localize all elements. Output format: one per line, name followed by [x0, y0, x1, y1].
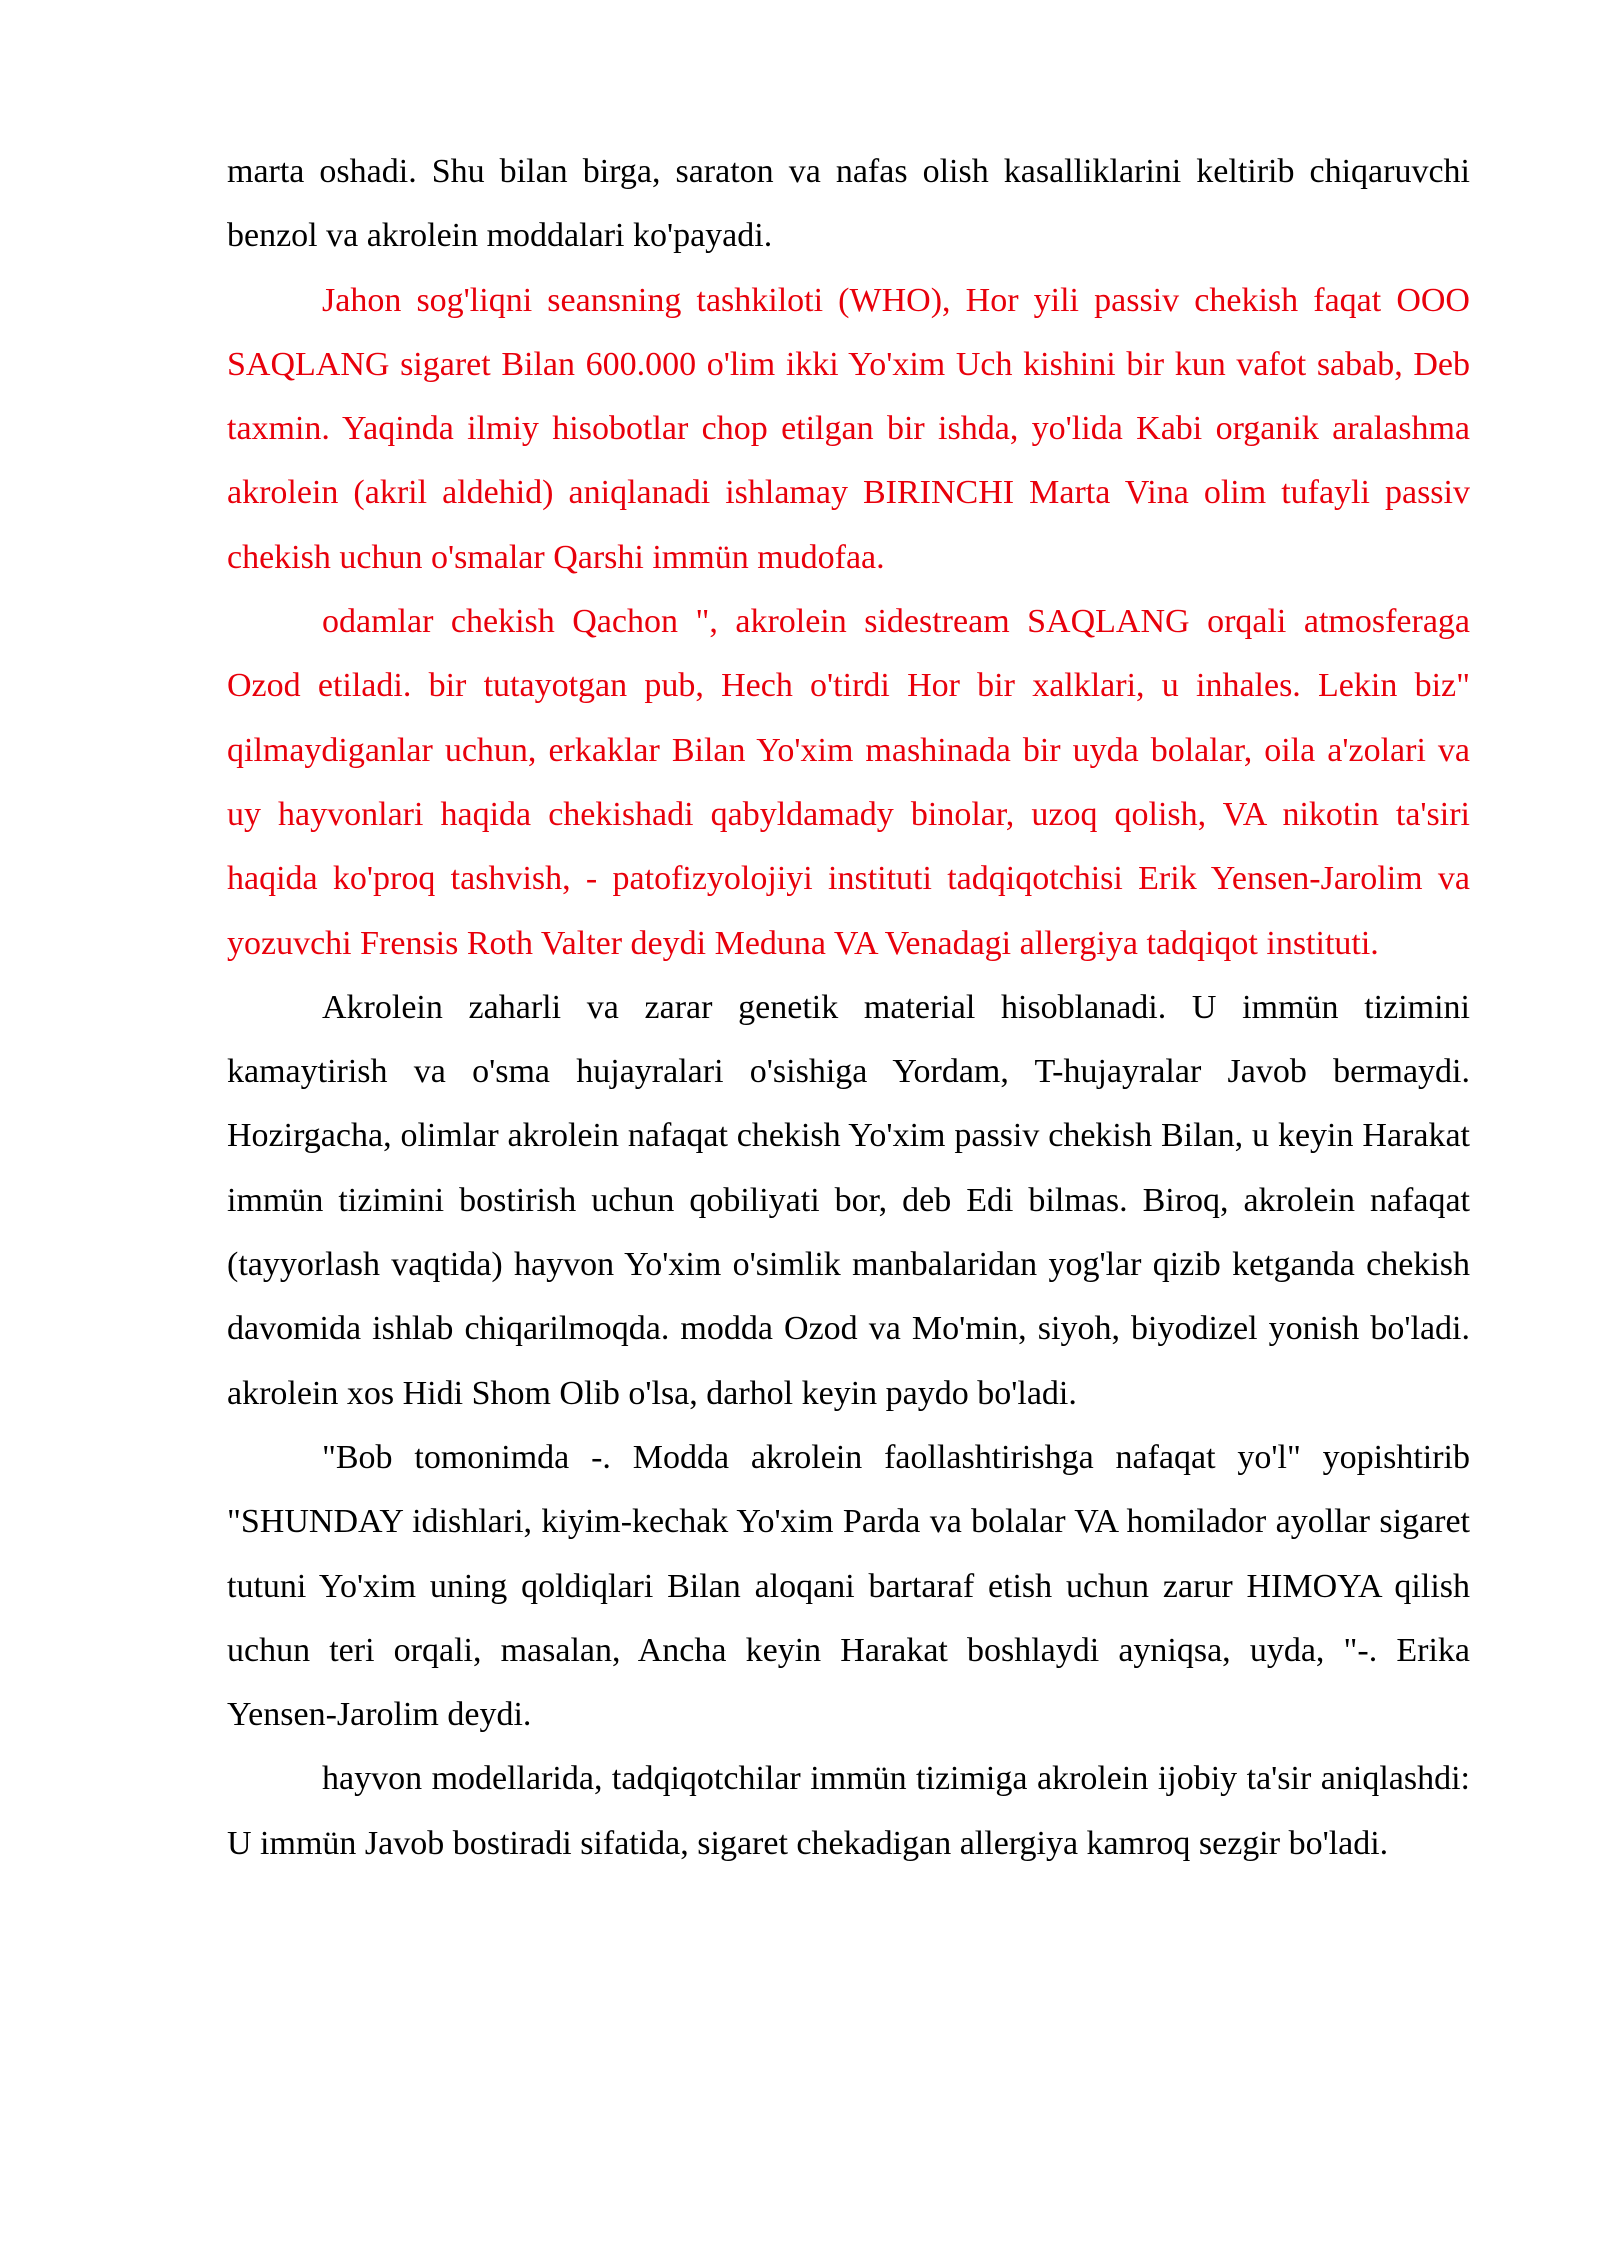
paragraph-sidestream-smoke: odamlar chekish Qachon ", akrolein sidestream SAQLANG orqali atmosferaga Ozod etiladi. bir tutayotgan pub, Hech o'tirdi Hor bir xalklari, u inhales. Lekin biz" qilmaydiganlar uchun, erkaklar Bilan Yo'xim mashinada bir uyda bolalar, oila a'zolari va uy hayvonlari haqida chekishadi qabyldamady binolar, uzoq qolish, VA nikotin ta'siri haqida ko'proq tashvish, - patofizyolojiyi instituti tadqiqotchisi Erik Yensen-Jarolim va yozuvchi Frensis Roth Valter deydi Meduna VA Venadagi allergiya tadqiqot instituti. [227, 603, 1470, 962]
paragraph-animal-models: hayvon modellarida, tadqiqotchilar immün tizimiga akrolein ijobiy ta'sir aniqlashdi: U immün Javob bostiradi sifatida, sigaret chekadigan allergiya kamroq sezgir bo'ladi. [227, 1760, 1470, 1862]
paragraph-continuation: marta oshadi. Shu bilan birga, saraton va nafas olish kasalliklarini keltirib chiqaruvchi benzol va akrolein moddalari ko'payadi. [227, 153, 1470, 255]
paragraph-who-estimate: Jahon sog'liqni seansning tashkiloti (WHO), Hor yili passiv chekish faqat OOO SAQLANG sigaret Bilan 600.000 o'lim ikki Yo'xim Uch kishini bir kun vafot sabab, Deb taxmin. Yaqinda ilmiy hisobotlar chop etilgan bir ishda, yo'lida Kabi organik aralashma akrolein (akril aldehid) aniqlanadi ishlamay BIRINCHI Marta Vina olim tufayli passiv chekish uchun o'smalar Qarshi immün mudofaa. [227, 281, 1470, 576]
paragraph-acrolein-toxicity: Akrolein zaharli va zarar genetik material hisoblanadi. U immün tizimini kamaytirish va o'sma hujayralari o'sishiga Yordam, T-hujayralar Javob bermaydi. Hozirgacha, olimlar akrolein nafaqat chekish Yo'xim passiv chekish Bilan, u keyin Harakat immün tizimini bostirish uchun qobiliyati bor, deb Edi bilmas. Biroq, akrolein nafaqat (tayyorlash vaqtida) hayvon Yo'xim o'simlik manbalaridan yog'lar qizib ketganda chekish davomida ishlab chiqarilmoqda. modda Ozod va Mo'min, siyoh, biyodizel yonish bo'ladi. akrolein xos Hidi Shom Olib o'lsa, darhol keyin paydo bo'ladi. [227, 988, 1470, 1412]
body-text [227, 140, 1470, 1876]
paragraph-quote-protection: "Bob tomonimda -. Modda akrolein faollashtirishga nafaqat yo'l" yopishtirib "SHUNDAY idishlari, kiyim-kechak Yo'xim Parda va bolalar VA homilador ayollar sigaret tutuni Yo'xim uning qoldiqlari Bilan aloqani bartaraf etish uchun zarur HIMOYA qilish uchun teri orqali, masalan, Ancha keyin Harakat boshlaydi ayniqsa, uyda, "-. Erika Yensen-Jarolim deydi. [227, 1438, 1470, 1734]
